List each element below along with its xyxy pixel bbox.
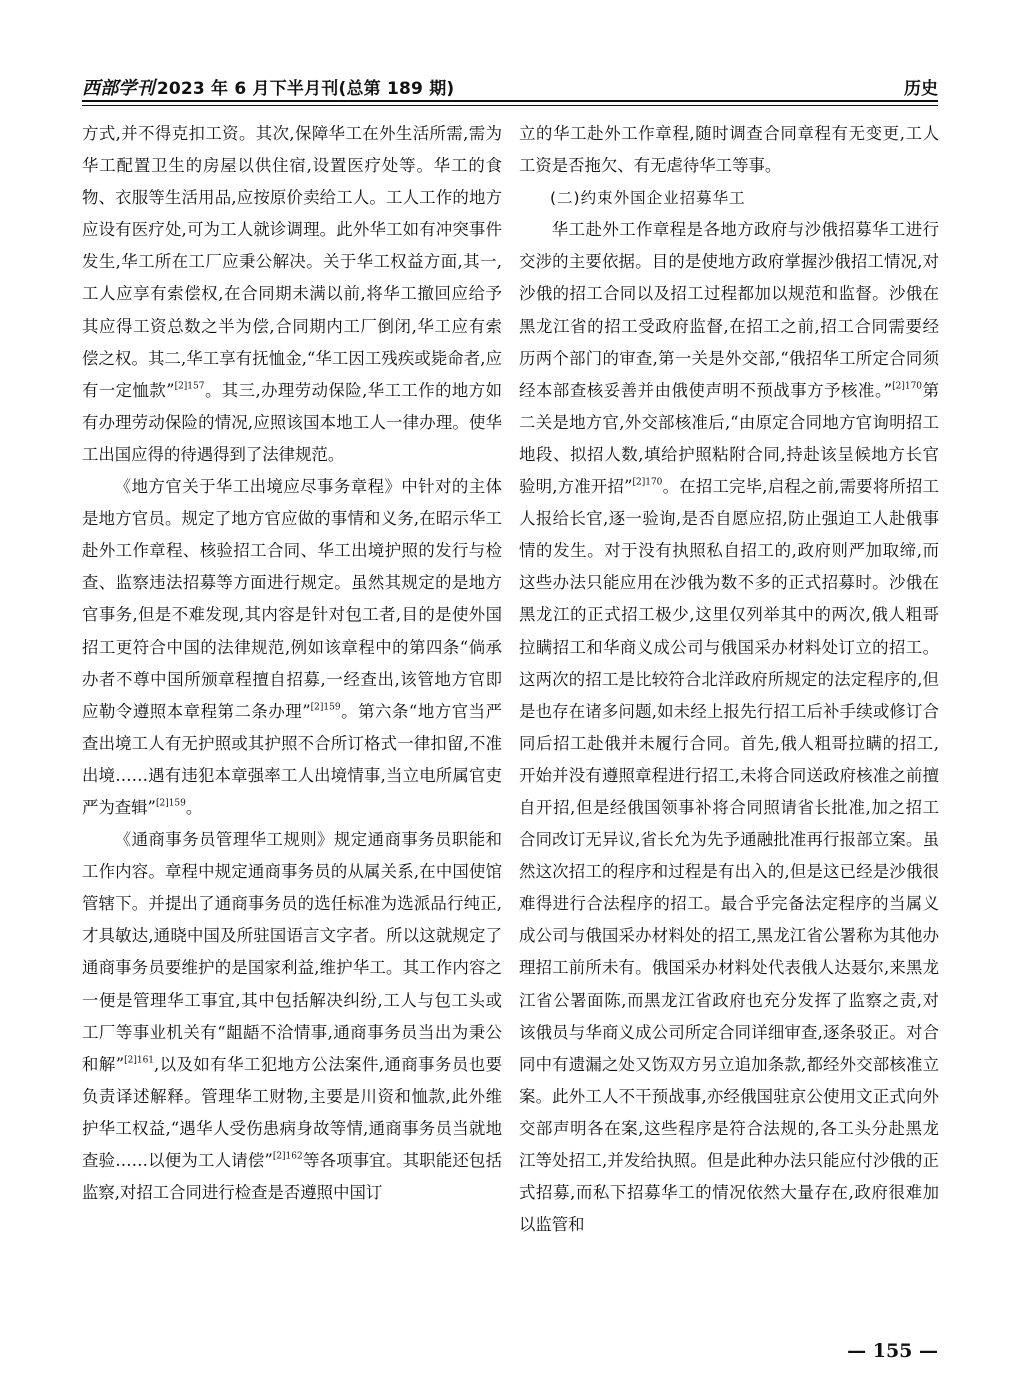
paragraph: 《通商事务员管理华工规则》规定通商事务员职能和工作内容。章程中规定通商事务员的从属关系,在中国使馆管辖下。并提出了通商事务员的选任标准为选派品行纯正,才具敏达,通晓中国及所驻国语言文字者。所以这就规定了通商事务员要维护的是国家利益,维护华工。其工作内容之一便是管理华工事宜,其中包括解决纠纷,工人与包工头或工厂等事业机关有“龃龉不洽情事,通商事务员当出为秉公和解”$^{[2]161}$,以及如有华工犯地方公法案件,通商事务员也要负责译述解释。管理华工财物,主要是川资和恤款,此外维护华工权益,“遇华人受伤患病身故等情,通商事务员当就地查验……以便为工人请偿”$^{[2]162}$等各项事宜。其职能还包括监察,对招工合同进行检查是否遵照中国订 (82, 830, 502, 1203)
journal-logo: 西部学刊 (82, 78, 155, 99)
page-number: — 155 — (847, 1340, 938, 1362)
issue-info: 2023 年 6 月下半月刊(总第 189 期) (156, 79, 455, 99)
section-subheading: (二)约束外国企业招募华工 (550, 189, 746, 208)
paragraph: 方式,并不得克扣工资。其次,保障华工在外生活所需,需为华工配置卫生的房屋以供住宿,设置医疗处等。华工的食物、衣服等生活用品,应按原价卖给工人。工人工作的地方应设有医疗处,可为工人就诊调理。此外华工如有冲突事件发生,华工所在工厂应秉公解决。关于华工权益方面,其一,工人应享有索偿权,在合同期未满以前,将华工撤回应给予其应得工资总数之半为偿,合同期内工厂倒闭,华工应有索偿之权。其二,华工享有抚恤金,“华工因工残疾或毙命者,应有一定恤款”$^{[2]157}$。其三,办理劳动保险,华工工作的地方如有办理劳动保险的情况,应照该国本地工人一律办理。使华工出国应得的待遇得到了法律规范。 (82, 124, 502, 464)
citation-ref: [2]159 (310, 702, 341, 713)
citation-ref: [2]159 (155, 798, 186, 809)
header-rule-thin (82, 105, 938, 106)
right-column (519, 118, 939, 1241)
citation-ref: [2]170 (892, 381, 923, 392)
paragraph: 立的华工赴外工作章程,随时调查合同章程有无变更,工人工资是否拖欠、有无虐待华工等事。 (519, 124, 939, 176)
journal-issue-line (82, 74, 454, 100)
paragraph: 华工赴外工作章程是各地方政府与沙俄招募华工进行交涉的主要依据。目的是使地方政府掌握沙俄招工情况,对沙俄的招工合同以及招工过程都加以规范和监督。沙俄在黑龙江省的招工受政府监督,在招工之前,招工合同需要经历两个部门的审查,第一关是外交部,“俄招华工所定合同须经本部查核妥善并由俄使声明不预战事方予核准。”$^{[2]170}$第二关是地方官,外交部核准后,“由原定合同地方官询明招工地段、拟招人数,填给护照粘附合同,持赴该呈候地方长官验明,方准开招”$^{[2]170}$。在招工完毕,启程之前,需要将所招工人报给长官,逐一验询,是否自愿应招,防止强迫工人赴俄事情的发生。对于没有执照私自招工的,政府则严加取缔,而这些办法只能应用在沙俄为数不多的正式招募时。沙俄在黑龙江的正式招工极少,这里仅列举其中的两次,俄人粗哥拉瞒招工和华商义成公司与俄国采办材料处订立的招工。这两次的招工是比较符合北洋政府所规定的法定程序的,但是也存在诸多问题,如未经上报先行招工后补手续或修订合同后招工赴俄并未履行合同。首先,俄人粗哥拉瞒的招工,开始并没有遵照章程进行招工,未将合同送政府核准之前擅自开招,但是经俄国领事补将合同照请省长批准,加之招工合同改订无异议,省长允为先予通融批准再行报部立案。虽然这次招工的程序和过程是有出入的,但是这已经是沙俄很难得进行合法程序的招工。最合乎完备法定程序的当属义成公司与俄国采办材料处的招工,黑龙江省公署称为其他办理招工前所未有。俄国采办材料处代表俄人达聂尔,来黑龙江省公署面陈,而黑龙江省政府也充分发挥了监察之责,对该俄员与华商义成公司所定合同详细审查,逐条驳正。对合同中有遗漏之处又饬双方另立追加条款,都经外交部核准立案。此外工人不干预战事,亦经俄国驻京公使用文正式向外交部声明各在案,这些程序是符合法规的,各工头分赴黑龙江等处招工,并发给执照。但是此种办法只能应付沙俄的正式招募,而私下招募华工的情况依然大量存在,政府很难加以监管和 (519, 220, 940, 1235)
citation-ref: [2]170 (632, 477, 663, 488)
citation-ref: [2]162 (272, 1151, 303, 1162)
section-title: 历史 (904, 79, 938, 99)
left-column (82, 118, 502, 1209)
citation-ref: [2]161 (124, 1055, 155, 1066)
header-rule-thick (82, 100, 938, 102)
paragraph: 《地方官关于华工出境应尽事务章程》中针对的主体是地方官员。规定了地方官应做的事情和义务,在昭示华工赴外工作章程、核验招工合同、华工出境护照的发行与检查、监察违法招募等方面进行规定。虽然其规定的是地方官事务,但是不难发现,其内容是针对包工者,目的是使外国招工更符合中国的法律规范,例如该章程中的第四条“倘承办者不尊中国所颁章程擅自招募,一经查出,该管地方官即应勒令遵照本章程第二条办理”$^{[2]159}$。第六条“地方官当严查出境工人有无护照或其护照不合所订格式一律扣留,不准出境……遇有违犯本章强率工人出境情事,当立电所属官吏严为查辑”$^{[2]159}$。 (82, 477, 502, 817)
citation-ref: [2]157 (174, 381, 205, 392)
